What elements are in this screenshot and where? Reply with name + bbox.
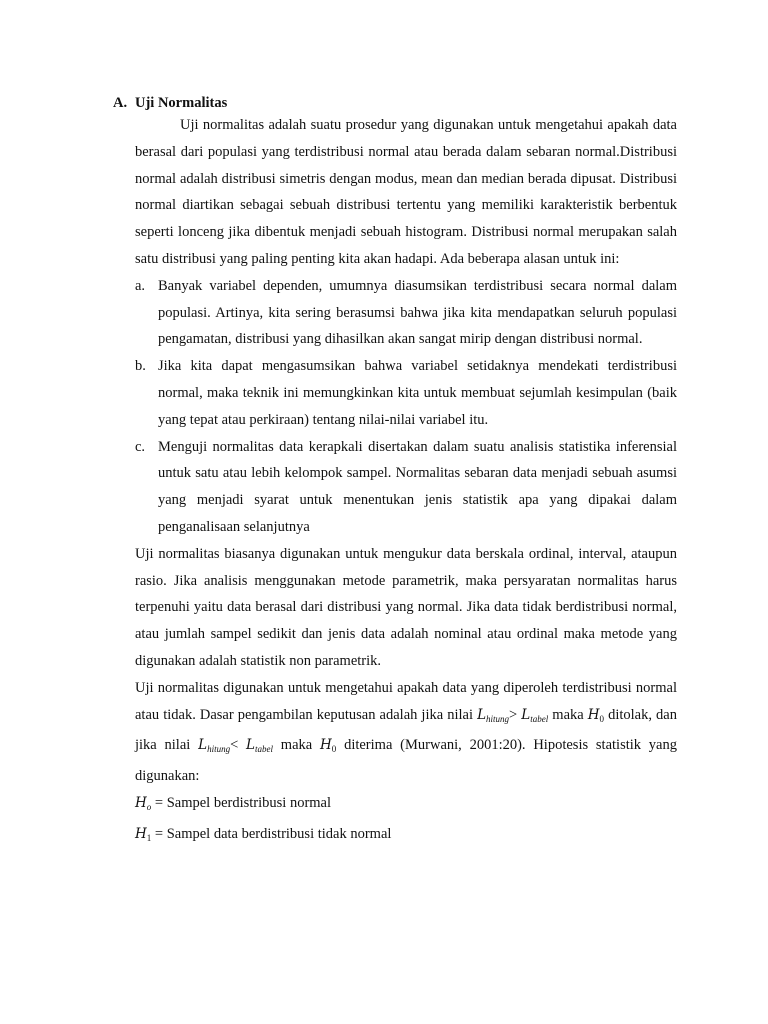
tabel-subscript: tabel <box>530 713 549 724</box>
list-item <box>135 353 677 433</box>
list-item-text: Jika kita dapat mengasumsikan bahwa variabel setidaknya mendekati terdistribusi normal, maka teknik ini memungkinkan kita untuk membuat sejumlah kesimpulan (baik yang tepat atau perkiraan) tentang nilai-nilai variabel itu. <box>158 358 677 428</box>
maka-word: maka <box>273 737 320 754</box>
list-marker: a. <box>135 277 146 294</box>
hypothesis-alternative <box>135 821 677 852</box>
decision-text-3: diterima (Murwani, 2001:20). Hipotesis statistik yang digunakan: <box>135 737 677 785</box>
hypothesis-text: = Sampel data berdistribusi tidak normal <box>151 825 392 842</box>
less-than-sign: < <box>230 737 247 754</box>
maka-word: maka <box>548 706 588 723</box>
hitung-subscript: hitung <box>486 713 510 724</box>
h-symbol: H <box>320 737 332 754</box>
h-symbol: H <box>135 825 147 842</box>
section-number: A. <box>113 95 128 111</box>
greater-than-sign: > <box>509 706 522 723</box>
decision-text-2: ditolak, dan jika nilai <box>135 706 677 754</box>
hitung-subscript: hitung <box>207 744 231 755</box>
list-marker: b. <box>135 358 146 375</box>
h-symbol: H <box>587 706 600 723</box>
l-symbol: L <box>198 737 208 754</box>
section-heading <box>113 93 227 113</box>
tabel-subscript: tabel <box>255 744 274 755</box>
list-item-text: Banyak variabel dependen, umumnya diasumsikan terdistribusi secara normal dalam populasi. Artinya, kita sering berasumsi bahwa jika kita mendapatkan seluruh populasi pengamatan, distribusi yang dihasilkan akan sangat mirip dengan distribusi normal. <box>158 277 677 348</box>
hypothesis-text: = Sampel berdistribusi normal <box>151 794 332 811</box>
section-title: Uji Normalitas <box>135 95 228 111</box>
list-item <box>135 273 677 353</box>
h-symbol: H <box>135 794 147 811</box>
list-marker: c. <box>135 438 146 455</box>
one-subscript: 1 <box>146 832 152 843</box>
reasons-list <box>135 273 677 541</box>
list-item <box>135 434 677 541</box>
intro-paragraph: Uji normalitas adalah suatu prosedur yang digunakan untuk mengetahui apakah data berasal dari populasi yang terdistribusi normal atau berada dalam sebaran normal.Distribusi normal adalah distribusi simetris dengan modus, mean dan median berada dipusat. Distribusi normal diartikan sebagai sebuah distribusi tertentu yang memiliki karakteristik berbentuk seperti lonceng jika dibentuk menjadi sebuah histogram. Distribusi normal merupakan salah satu distribusi yang paling penting kita akan hadapi. Ada beberapa alasan untuk ini: <box>135 117 677 267</box>
l-symbol: L <box>477 706 487 723</box>
l-symbol: L <box>521 706 531 723</box>
decision-text-1: Uji normalitas digunakan untuk mengetahui apakah data yang diperoleh terdistribusi normal atau tidak. Dasar pengambilan keputusan adalah jika nilai <box>135 679 677 723</box>
l-symbol: L <box>246 737 256 754</box>
list-item-text: Menguji normalitas data kerapkali disertakan dalam suatu analisis statistika inferensial untuk satu atau lebih kelompok sampel. Normalitas sebaran data menjadi sebuah asumsi yang menjadi syarat untuk menentukan jenis statistik apa yang dipakai dalam penganalisaan selanjutnya <box>158 438 677 535</box>
section-body <box>135 112 677 852</box>
decision-paragraph <box>135 675 677 790</box>
zero-subscript: 0 <box>599 713 605 724</box>
hypothesis-null <box>135 790 677 821</box>
o-subscript: o <box>146 801 152 812</box>
zero-subscript: 0 <box>331 744 337 755</box>
usage-paragraph: Uji normalitas biasanya digunakan untuk mengukur data berskala ordinal, interval, ataupun rasio. Jika analisis menggunakan metode parametrik, maka persyaratan normalitas harus terpenuhi yaitu data berasal dari distribusi yang normal. Jika data tidak berdistribusi normal, atau jumlah sampel sedikit dan jenis data adalah nominal atau ordinal maka metode yang digunakan adalah statistik non parametrik. <box>135 545 677 669</box>
